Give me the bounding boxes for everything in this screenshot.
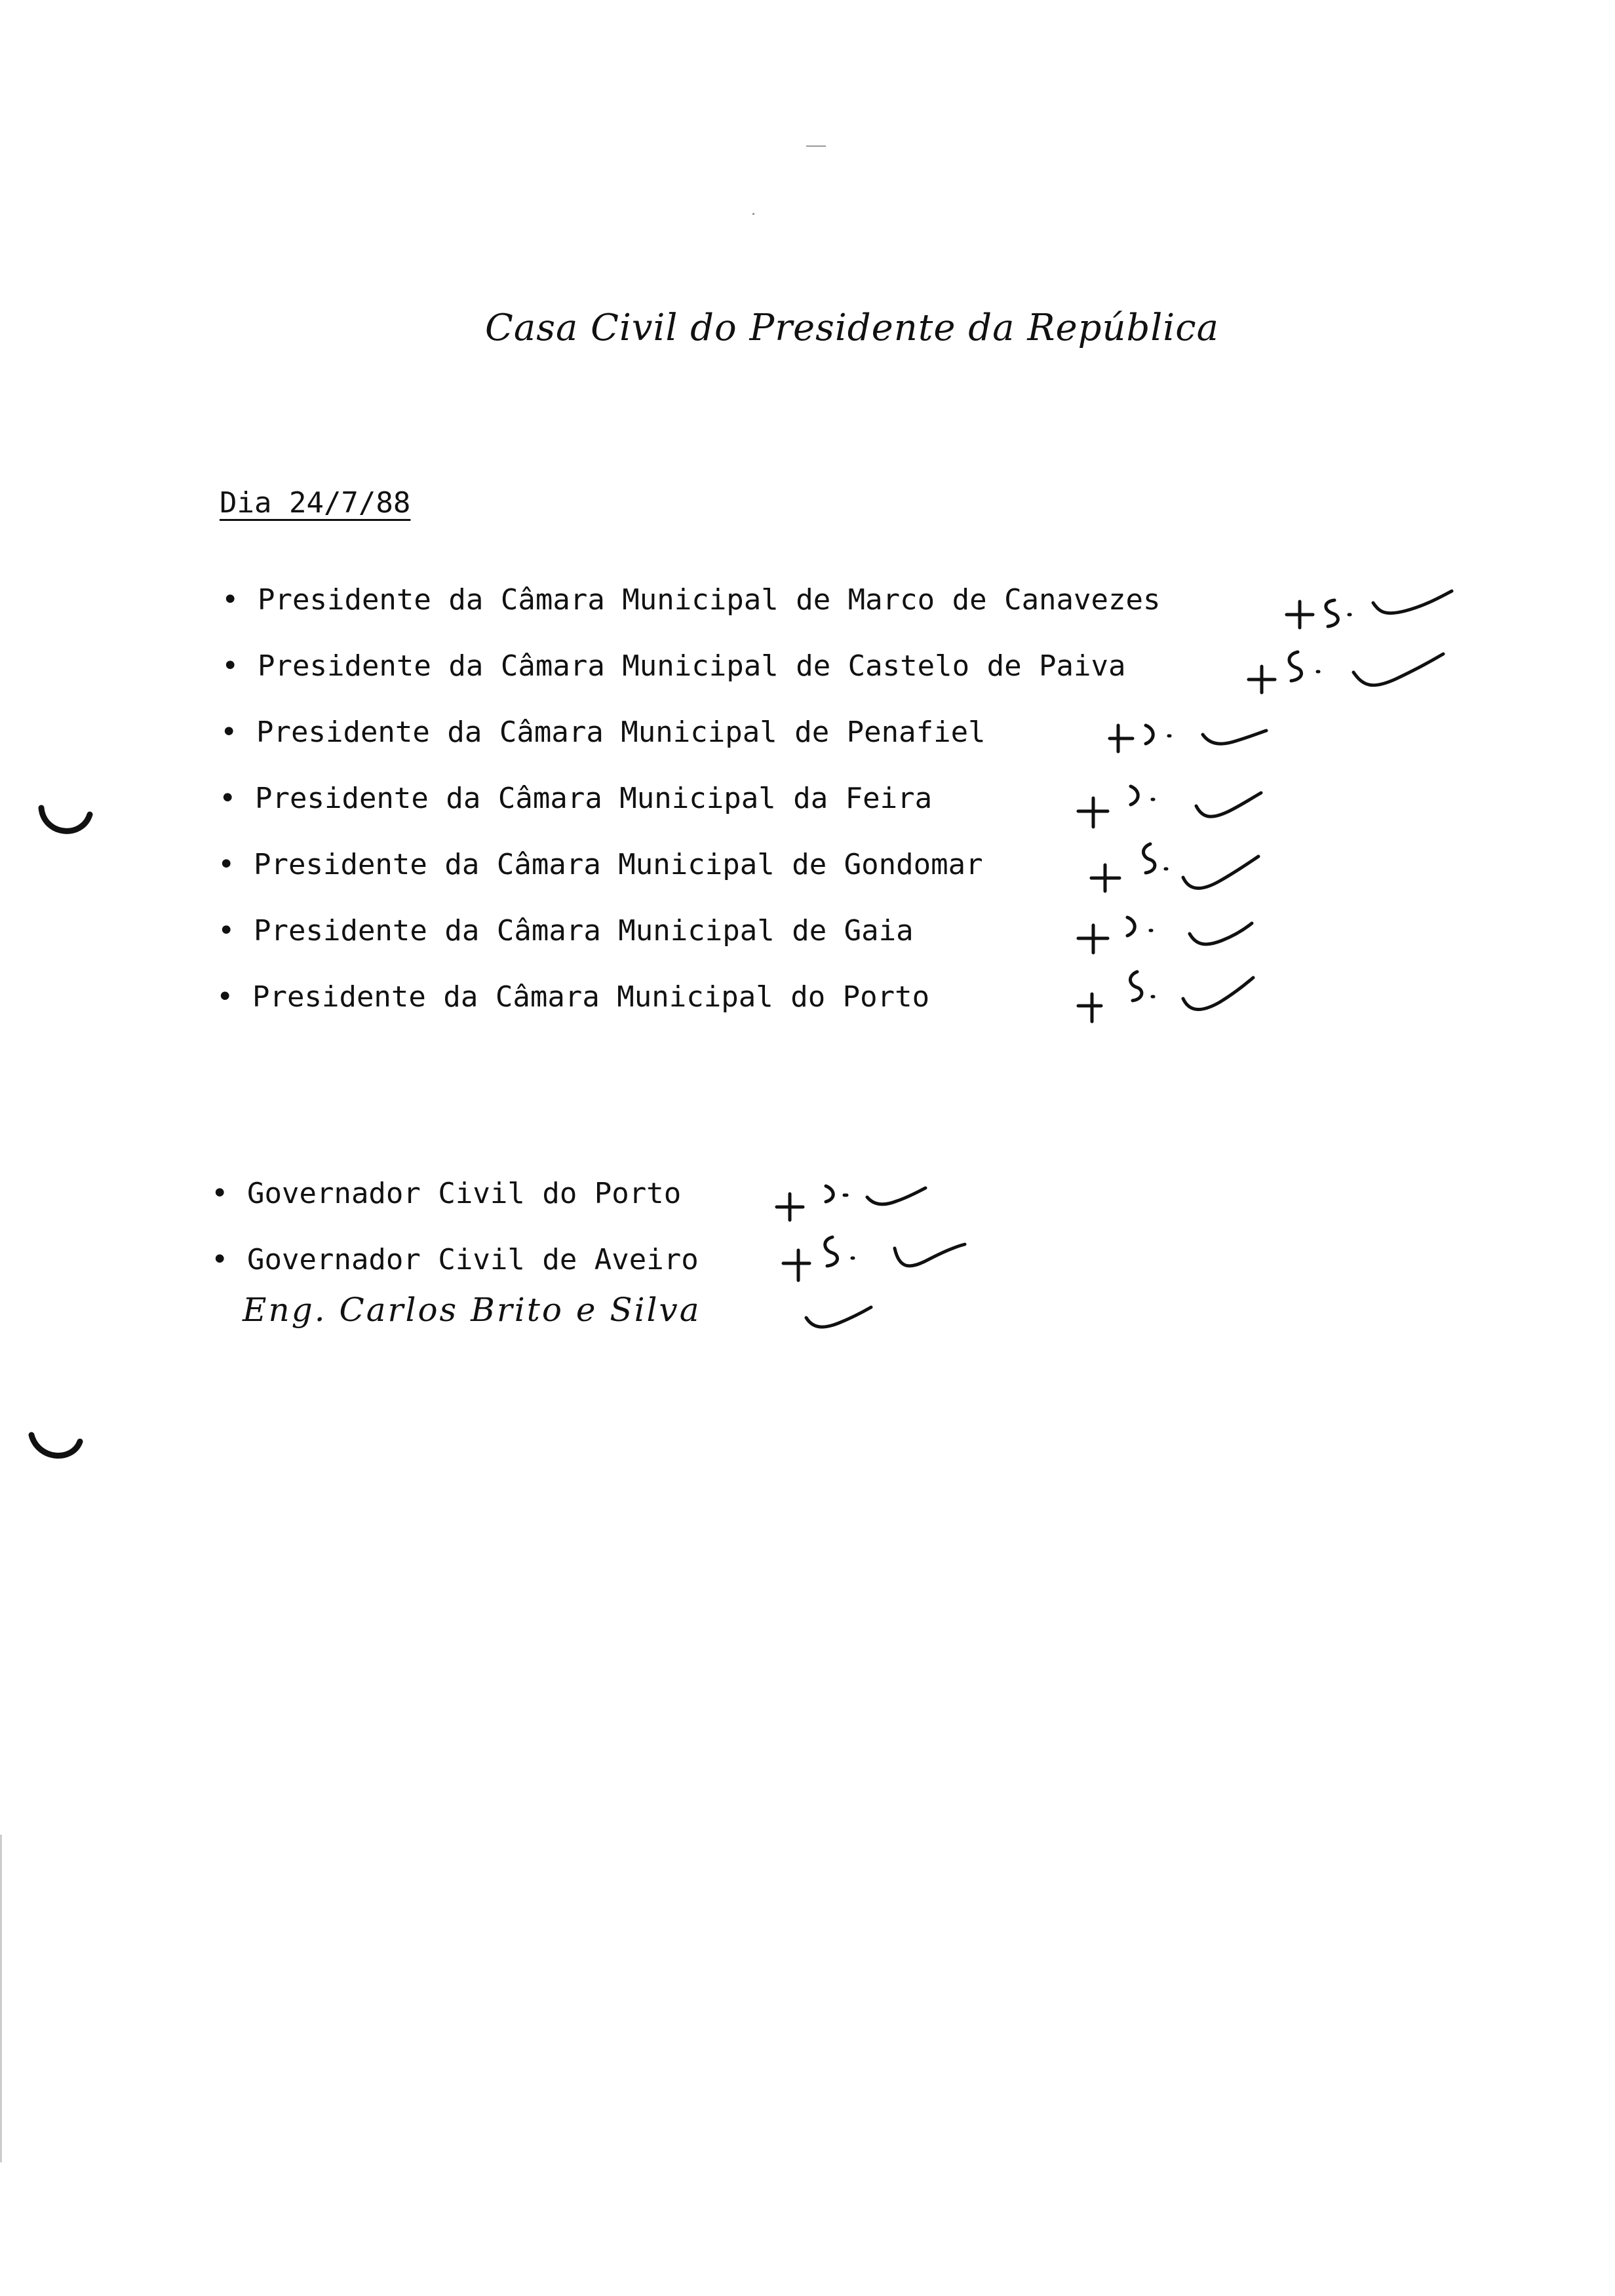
check-mark-icon: [891, 1235, 970, 1281]
list-item-text: Governador Civil do Porto: [247, 1177, 682, 1210]
list-item-penafiel: [220, 716, 986, 755]
document-date: Dia 24/7/88: [220, 486, 411, 520]
list-item-text: Governador Civil de Aveiro: [247, 1243, 699, 1276]
plus-s-annotation-icon: [1075, 780, 1160, 832]
list-item-text: Presidente da Câmara Municipal do Porto: [252, 980, 930, 1014]
list-item-text: Presidente da Câmara Municipal de Gaia: [254, 914, 914, 947]
plus-s-annotation-icon: [773, 1179, 859, 1225]
margin-arc-mark: [36, 803, 95, 849]
bullet: •: [222, 649, 239, 683]
check-mark-icon: [1193, 780, 1265, 826]
scan-speck: [806, 145, 826, 147]
letterhead-title: Casa Civil do Presidente da República: [485, 307, 1219, 349]
list-item-gaia: [218, 914, 914, 953]
list-item-feira: [219, 782, 932, 821]
plus-s-annotation-icon: [1075, 966, 1160, 1025]
scan-speck: [752, 213, 754, 215]
plus-s-annotation-icon: [1075, 911, 1160, 957]
bullet: •: [219, 782, 237, 815]
check-mark-icon: [1186, 914, 1258, 953]
list-item-text: Presidente da Câmara Municipal da Feira: [255, 782, 933, 815]
scan-edge-line: [0, 1835, 2, 2162]
check-mark-icon: [1370, 583, 1455, 629]
bullet: •: [220, 716, 238, 749]
bullet: •: [222, 583, 239, 617]
handwritten-note: Eng. Carlos Brito e Silva: [243, 1291, 701, 1329]
check-mark-icon: [864, 1183, 929, 1215]
bullet: •: [216, 980, 234, 1014]
check-mark-icon: [1350, 649, 1449, 701]
plus-s-annotation-icon: [780, 1231, 865, 1290]
list-item-text: Presidente da Câmara Municipal de Marco de Canavezes: [258, 583, 1161, 617]
plus-s-annotation-icon: [1088, 839, 1173, 898]
check-mark-icon: [803, 1301, 875, 1340]
plus-s-annotation-icon: [1106, 718, 1192, 757]
check-mark-icon: [1180, 970, 1258, 1022]
margin-arc-mark: [26, 1428, 85, 1474]
plus-s-annotation-icon: [1245, 645, 1331, 698]
list-item-text: Presidente da Câmara Municipal de Castelo de Paiva: [258, 649, 1126, 683]
bullet: •: [218, 848, 235, 881]
list-item-governador-porto: [211, 1177, 681, 1216]
list-item-text: Presidente da Câmara Municipal de Penafiel: [256, 716, 986, 749]
list-item-governador-aveiro: [211, 1243, 699, 1282]
plus-s-annotation-icon: [1283, 588, 1369, 634]
bullet: •: [211, 1177, 229, 1210]
list-item-text: Presidente da Câmara Municipal de Gondomar: [254, 848, 983, 881]
bullet: •: [211, 1243, 229, 1276]
list-item-marco-de-canavezes: [222, 583, 1161, 622]
list-item-castelo-de-paiva: [222, 649, 1126, 689]
list-item-porto: [216, 980, 929, 1020]
bullet: •: [218, 914, 235, 947]
check-mark-icon: [1199, 724, 1272, 757]
check-mark-icon: [1180, 849, 1265, 901]
list-item-gondomar: [218, 848, 983, 887]
